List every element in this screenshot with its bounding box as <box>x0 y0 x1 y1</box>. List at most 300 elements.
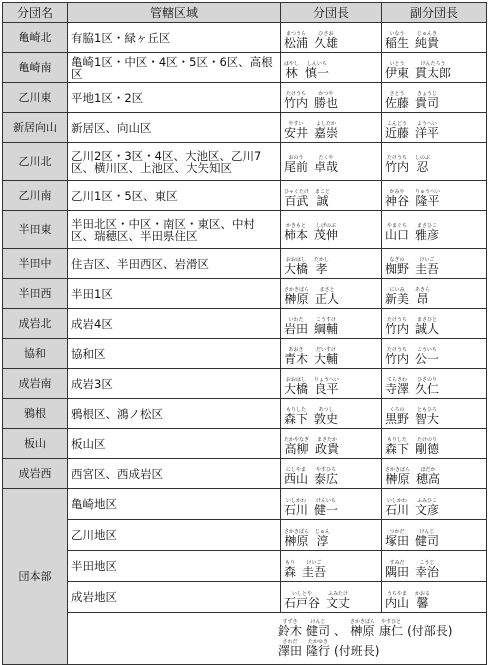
furigana: だいすけ <box>316 347 337 353</box>
kanji: 馨 <box>416 595 429 610</box>
furigana: ひさお <box>318 31 334 37</box>
chief-name-part <box>284 498 308 517</box>
furigana: しげのぶ <box>316 223 337 229</box>
chief-cell <box>281 551 382 582</box>
chief-name-part <box>284 437 309 456</box>
furigana: あつし <box>318 407 334 413</box>
vice-chief-name-part <box>415 347 439 366</box>
kanji: 鈴木 <box>278 624 303 638</box>
kanji: 幸治 <box>415 564 440 579</box>
kanji: 塚田 <box>385 533 410 548</box>
kanji: 松浦 <box>284 36 309 50</box>
table-row <box>3 249 487 279</box>
furigana: けんじ <box>419 528 435 535</box>
vice-chief-name-part <box>415 61 451 80</box>
jurisdiction: 乙川2区・3区・4区、大池区、乙川7区、横川区、上池区、大矢知区 <box>68 143 281 181</box>
vice-chief-name <box>385 377 439 396</box>
furigana: さかきばら <box>385 467 411 473</box>
vice-chief-name-part <box>385 287 409 306</box>
vice-chief-name-part <box>385 189 409 208</box>
chief-cell <box>281 339 382 369</box>
chief-name-part <box>314 31 338 50</box>
unit-name: 亀崎北 <box>3 23 68 53</box>
vice-chief-name <box>385 437 439 456</box>
vice-chief-name <box>385 347 439 366</box>
furigana: さわだ <box>282 639 298 645</box>
unit-name: 成岩北 <box>3 309 68 339</box>
chief-name-part <box>284 347 308 366</box>
furigana: いしとや <box>292 590 313 597</box>
table-row <box>3 369 487 399</box>
vice-chief-name-part <box>385 91 409 110</box>
table-row <box>3 53 487 83</box>
kanji: 穂高 <box>416 472 441 486</box>
vice-chief-name-part <box>385 347 409 366</box>
furigana: かきもと <box>286 223 307 229</box>
fire-brigade-table <box>2 2 487 665</box>
vice-chief-name <box>385 560 439 579</box>
kanji: 昂 <box>416 292 429 306</box>
furigana: たけのり <box>417 437 438 443</box>
chief-cell <box>281 249 382 279</box>
chief-name-part <box>326 591 350 610</box>
furigana: たけうち <box>286 91 307 97</box>
kanji: 榊原 <box>284 292 309 306</box>
kanji: 稲生 <box>385 36 410 50</box>
chief-name-part <box>284 61 299 80</box>
vice-chief-name-part <box>385 317 409 336</box>
furigana: くろの <box>389 407 405 413</box>
furigana: もり <box>285 559 296 566</box>
furigana: じゅん <box>315 528 331 535</box>
kanji: 柿本 <box>284 228 309 242</box>
unit-name: 板山 <box>3 429 68 459</box>
furigana: けんいち <box>316 497 337 504</box>
table-row <box>3 211 487 249</box>
chief-name-part <box>284 189 309 208</box>
chief-name-part <box>315 437 339 456</box>
furigana: こうじ <box>419 559 435 566</box>
vice-chief-name-part <box>385 407 409 426</box>
vice-chief-name-part <box>415 529 439 548</box>
chief-cell <box>281 53 382 83</box>
staff-name <box>306 619 330 638</box>
furigana: まこと <box>315 189 331 195</box>
unit-name: 協和 <box>3 339 68 369</box>
vice-chief-name-part <box>385 498 409 517</box>
kanji: 文丈 <box>326 595 351 610</box>
furigana: こうすけ <box>316 317 337 323</box>
chief-cell <box>281 211 382 249</box>
table-row <box>3 429 487 459</box>
kanji: 林 <box>285 66 298 80</box>
kanji: 嘉崇 <box>314 126 339 140</box>
staff-name <box>350 619 375 638</box>
vice-chief-name-part <box>415 91 439 110</box>
kanji: 慎一 <box>305 66 330 80</box>
vice-chief-name <box>385 91 439 110</box>
chief-name <box>284 155 338 174</box>
vice-chief-name <box>385 407 439 426</box>
unit-name: 乙川南 <box>3 181 68 211</box>
staff-name <box>278 619 302 638</box>
vice-chief-cell <box>382 211 487 249</box>
kanji: 竹内 <box>385 322 410 336</box>
chief-name-part <box>314 223 338 242</box>
kanji: 健一 <box>314 502 339 517</box>
jurisdiction: 住吉区、半田西区、岩滑区 <box>68 249 281 279</box>
furigana: てらさわ <box>387 377 408 383</box>
furigana: いしかわ <box>286 497 307 504</box>
jurisdiction: 成岩3区 <box>68 369 281 399</box>
chief-name <box>284 121 338 140</box>
furigana: しんいち <box>307 61 328 67</box>
kanji: 澤田 <box>278 644 303 658</box>
furigana: やまぐち <box>387 223 408 229</box>
staff-line-1 <box>278 619 483 638</box>
furigana: きょうじ <box>417 91 438 97</box>
furigana: いわた <box>288 317 304 323</box>
chief-name-part <box>284 317 308 336</box>
staff-name-part <box>306 619 330 638</box>
kanji: 尾前 <box>284 160 309 174</box>
vice-chief-name-part <box>415 498 439 517</box>
jurisdiction: 亀崎1区・中区・4区・5区・6区、高根区 <box>68 53 281 83</box>
kanji: 圭吾 <box>302 564 327 579</box>
kanji: 文彦 <box>415 502 440 517</box>
jurisdiction: 成岩地区 <box>68 582 281 613</box>
vice-chief-name-part <box>416 467 440 486</box>
chief-name-part <box>314 91 338 110</box>
furigana: たかやなぎ <box>284 437 310 443</box>
kanji: 淳 <box>316 533 329 548</box>
vice-chief-name-part <box>415 317 439 336</box>
vice-chief-name-part <box>385 377 409 396</box>
chief-name <box>284 437 339 456</box>
jurisdiction: 有脇1区・緑ヶ丘区 <box>68 23 281 53</box>
vice-chief-name-part <box>415 121 439 140</box>
kanji: 孝 <box>315 262 328 276</box>
kanji: 久仁 <box>415 382 440 396</box>
chief-name-part <box>315 287 339 306</box>
furigana: けんたろう <box>420 61 446 67</box>
chief-name <box>284 560 326 579</box>
vice-chief-name <box>385 591 430 610</box>
unit-name: 乙川北 <box>3 143 68 181</box>
kanji: 久雄 <box>314 36 339 50</box>
chief-name-part <box>302 560 326 579</box>
chief-name <box>284 467 338 486</box>
furigana: あおき <box>288 347 304 353</box>
table-row <box>3 613 487 665</box>
chief-name-part <box>314 407 338 426</box>
vice-chief-cell <box>382 399 487 429</box>
kanji: 誠人 <box>415 322 440 336</box>
chief-name-part <box>284 467 308 486</box>
kanji: 岩田 <box>284 322 309 336</box>
unit-name: 団本部 <box>3 489 68 665</box>
furigana: にしやま <box>286 467 307 473</box>
furigana: いしかわ <box>387 497 408 504</box>
vice-chief-cell <box>382 582 487 613</box>
kanji: 康仁 <box>379 624 404 638</box>
furigana: なぎの <box>389 257 405 263</box>
furigana: じゅんき <box>417 31 438 37</box>
staff-name-part <box>350 619 375 638</box>
staff-name-part <box>278 639 302 658</box>
furigana: すみだ <box>389 559 405 566</box>
furigana: こんどう <box>387 121 408 127</box>
kanji: 青木 <box>284 352 309 366</box>
table-row <box>3 582 487 613</box>
furigana: やすひろ <box>316 467 337 473</box>
table-row <box>3 399 487 429</box>
table-row <box>3 113 487 143</box>
vice-chief-cell <box>382 23 487 53</box>
vice-chief-name <box>385 498 439 517</box>
separator: 、 <box>334 624 347 638</box>
furigana: やすひと <box>381 619 402 625</box>
chief-cell <box>281 23 382 53</box>
chief-cell <box>281 369 382 399</box>
header-chief: 分団長 <box>281 3 382 23</box>
kanji: 内山 <box>385 595 410 610</box>
chief-name <box>284 257 329 276</box>
vice-chief-cell <box>382 53 487 83</box>
furigana: ともひろ <box>417 407 438 413</box>
vice-chief-name-part <box>385 223 409 242</box>
kanji: 智大 <box>415 412 440 426</box>
kanji: 森 <box>284 564 297 579</box>
kanji: 茂伸 <box>314 228 339 242</box>
header-row <box>3 3 487 23</box>
furigana: にいみ <box>389 287 405 293</box>
furigana: けいご <box>419 257 435 263</box>
table-row <box>3 143 487 181</box>
unit-name: 成岩南 <box>3 369 68 399</box>
kanji: 椥野 <box>385 262 410 276</box>
vice-chief-name-part <box>415 155 430 174</box>
furigana: ふみたけ <box>328 590 349 597</box>
vice-chief-name-part <box>385 257 409 276</box>
unit-name: 鴉根 <box>3 399 68 429</box>
vice-chief-name <box>385 61 451 80</box>
kanji: 良平 <box>314 382 339 396</box>
furigana: かつや <box>318 91 334 97</box>
furigana: おおはし <box>286 257 307 263</box>
kanji: 竹内 <box>385 352 410 366</box>
vice-chief-name-part <box>385 61 409 80</box>
header-unit: 分団名 <box>3 3 68 23</box>
furigana: さとう <box>389 91 405 97</box>
furigana: まつうら <box>286 31 307 37</box>
table-row <box>3 23 487 53</box>
kanji: 公一 <box>415 352 440 366</box>
furigana: いなう <box>389 31 405 37</box>
unit-name: 新居向山 <box>3 113 68 143</box>
furigana: ひゃくたけ <box>284 189 310 195</box>
kanji: 正人 <box>315 292 340 306</box>
kanji: 隆平 <box>415 194 440 208</box>
vice-chief-name <box>385 155 430 174</box>
vice-chief-name <box>385 257 439 276</box>
furigana: たかし <box>314 257 330 263</box>
kanji: 洋平 <box>415 126 440 140</box>
chief-name-part <box>284 377 308 396</box>
chief-name <box>284 31 338 50</box>
table-row <box>3 83 487 113</box>
kanji: 勝也 <box>314 96 339 110</box>
kanji: 綱輔 <box>314 322 339 336</box>
chief-name-part <box>284 591 320 610</box>
kanji: 近藤 <box>385 126 410 140</box>
staff-role: (付部長) <box>407 624 453 638</box>
vice-chief-name-part <box>415 287 430 306</box>
vice-chief-cell <box>382 459 487 489</box>
kanji: 敦史 <box>314 412 339 426</box>
kanji: 榊原 <box>284 533 309 548</box>
furigana: よしたか <box>316 121 337 127</box>
chief-name-part <box>284 155 308 174</box>
vice-chief-name-part <box>385 31 409 50</box>
kanji: 隅田 <box>385 564 410 579</box>
vice-chief-name <box>385 467 440 486</box>
kanji: 石戸谷 <box>284 595 321 610</box>
chief-name-part <box>284 223 308 242</box>
kanji: 百武 <box>284 194 309 208</box>
furigana: しのぶ <box>415 155 431 161</box>
vice-chief-name-part <box>385 155 409 174</box>
vice-chief-name <box>385 31 439 50</box>
jurisdiction: 半田北区・中区・南区・東区、中村区、瑞穂区、半田県住区 <box>68 211 281 249</box>
vice-chief-cell <box>382 339 487 369</box>
chief-name <box>284 223 338 242</box>
chief-cell <box>281 399 382 429</box>
furigana: まさひと <box>417 317 438 323</box>
kanji: 大橋 <box>284 382 309 396</box>
chief-cell <box>281 181 382 211</box>
chief-name <box>284 189 330 208</box>
kanji: 伊東 <box>385 66 410 80</box>
kanji: 石川 <box>385 502 410 517</box>
vice-chief-cell <box>382 551 487 582</box>
kanji: 竹内 <box>284 96 309 110</box>
chief-name <box>284 529 330 548</box>
furigana: たけうち <box>387 317 408 323</box>
vice-chief-name-part <box>385 591 409 610</box>
chief-cell <box>281 582 382 613</box>
chief-name-part <box>284 407 308 426</box>
kanji: 大橋 <box>284 262 309 276</box>
chief-name-part <box>284 91 308 110</box>
jurisdiction: 乙川地区 <box>68 520 281 551</box>
furigana: まさと <box>319 287 335 293</box>
staff-name-part <box>278 619 302 638</box>
vice-chief-name <box>385 287 430 306</box>
jurisdiction: 板山区 <box>68 429 281 459</box>
kanji: 健司 <box>415 533 440 548</box>
kanji: 高柳 <box>284 442 309 456</box>
chief-name-part <box>284 121 308 140</box>
kanji: 純貴 <box>415 36 440 50</box>
chief-name-part <box>284 560 296 579</box>
unit-name: 成岩西 <box>3 459 68 489</box>
kanji: 寺澤 <box>385 382 410 396</box>
kanji: 健司 <box>306 624 331 638</box>
kanji: 西山 <box>284 472 309 486</box>
chief-name-part <box>314 257 329 276</box>
vice-chief-name-part <box>385 529 409 548</box>
kanji: 貫太郎 <box>415 66 452 80</box>
furigana: おおはし <box>286 377 307 383</box>
table-row <box>3 489 487 520</box>
staff-name-part <box>379 619 403 638</box>
chief-name-part <box>314 467 338 486</box>
chief-name-part <box>314 498 338 517</box>
furigana: はやし <box>284 61 300 67</box>
vice-chief-cell <box>382 489 487 520</box>
furigana: かおる <box>415 590 431 597</box>
kanji: 卓哉 <box>314 160 339 174</box>
kanji: 神谷 <box>385 194 410 208</box>
furigana: たけうち <box>387 347 408 353</box>
jurisdiction: 鴉根区、鴻ノ松区 <box>68 399 281 429</box>
kanji: 石川 <box>284 502 309 517</box>
vice-chief-name-part <box>415 437 439 456</box>
furigana: ふみひこ <box>417 497 438 504</box>
jurisdiction: 乙川1区・5区、東区 <box>68 181 281 211</box>
furigana: ひさのり <box>417 377 438 383</box>
kanji: 竹内 <box>385 160 410 174</box>
jurisdiction: 成岩4区 <box>68 309 281 339</box>
chief-name <box>284 61 329 80</box>
vice-chief-cell <box>382 249 487 279</box>
chief-name-part <box>314 317 338 336</box>
table-row <box>3 339 487 369</box>
furigana: りゅうへい <box>415 189 441 195</box>
furigana: おのう <box>288 155 304 161</box>
staff-line-2 <box>278 639 483 658</box>
furigana: たけうち <box>387 155 408 161</box>
unit-name: 半田中 <box>3 249 68 279</box>
furigana: やすい <box>288 121 304 127</box>
kanji: 誠 <box>316 194 329 208</box>
kanji: 榊原 <box>350 624 375 638</box>
chief-name-part <box>314 377 339 396</box>
chief-cell <box>281 83 382 113</box>
vice-chief-cell <box>382 520 487 551</box>
jurisdiction: 亀崎地区 <box>68 489 281 520</box>
chief-name-part <box>284 257 308 276</box>
kanji: 新美 <box>385 292 410 306</box>
furigana: かみや <box>389 189 405 195</box>
vice-chief-name-part <box>385 560 409 579</box>
vice-chief-name-part <box>415 407 439 426</box>
kanji: 大輔 <box>314 352 339 366</box>
kanji: 圭吾 <box>415 262 440 276</box>
unit-name: 半田東 <box>3 211 68 249</box>
kanji: 雅彦 <box>415 228 440 242</box>
vice-chief-name-part <box>385 437 409 456</box>
chief-cell <box>281 429 382 459</box>
chief-name <box>284 317 338 336</box>
chief-name <box>284 377 339 396</box>
chief-name <box>284 91 338 110</box>
vice-chief-name-part <box>385 467 410 486</box>
vice-chief-name-part <box>415 189 440 208</box>
chief-name-part <box>315 529 330 548</box>
chief-name <box>284 407 338 426</box>
